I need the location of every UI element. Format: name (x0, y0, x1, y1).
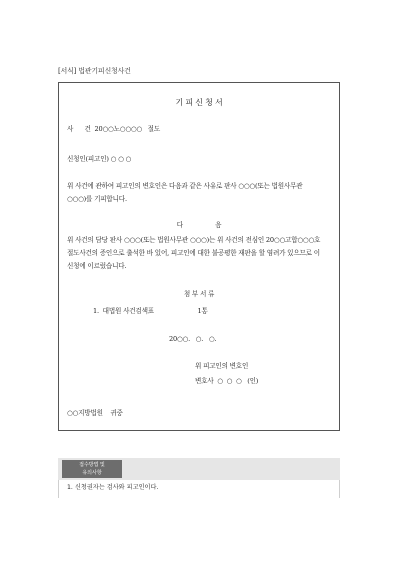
signer-name: 변호사 ○ ○ ○ (인) (195, 377, 259, 385)
form-heading: [서식] 법관기피신청사건 (58, 67, 131, 75)
notes-header (58, 458, 340, 480)
signer-title: 위 피고인의 변호인 (195, 362, 249, 370)
form-title: 기 피 신 청 서 (175, 98, 223, 107)
attachment-item: 1. 대법원 사건검색표 1통 (93, 307, 208, 315)
reason-heading: 다 음 (176, 221, 222, 229)
petition-form (58, 82, 340, 431)
applicant-line: 신청인(피고인) ○ ○ ○ (67, 155, 132, 163)
date-line: 20○○. ○. ○. (169, 335, 217, 343)
notes-item: 1. 신청권자는 검사와 피고인이다. (67, 484, 159, 491)
case-line: 사 건 20○○노○○○○ 절도 (67, 125, 161, 133)
reason-paragraph: 위 사건의 담당 판사 ○○○(또는 법원사무관 ○○○)는 위 사건의 전심인 20○○고합○○○호 절도사건의 증인으로 출석한 바 있어, 피고인에 대한 불공평한 재판을 할 염려가 있으므로 이 신청에 이르렀습니다. (67, 236, 321, 270)
attachment-heading: 첨 부 서 류 (183, 290, 215, 298)
notes-body (58, 480, 340, 498)
notes-badge: 접수방법 및 유의사항 (62, 460, 122, 478)
addressee: ○○지방법원 귀중 (67, 409, 123, 417)
intro-paragraph: 위 사건에 관하여 피고인의 변호인은 다음과 같은 사유로 판사 ○○○(또는 법원사무관 ○○○)를 기피합니다. (67, 182, 303, 203)
